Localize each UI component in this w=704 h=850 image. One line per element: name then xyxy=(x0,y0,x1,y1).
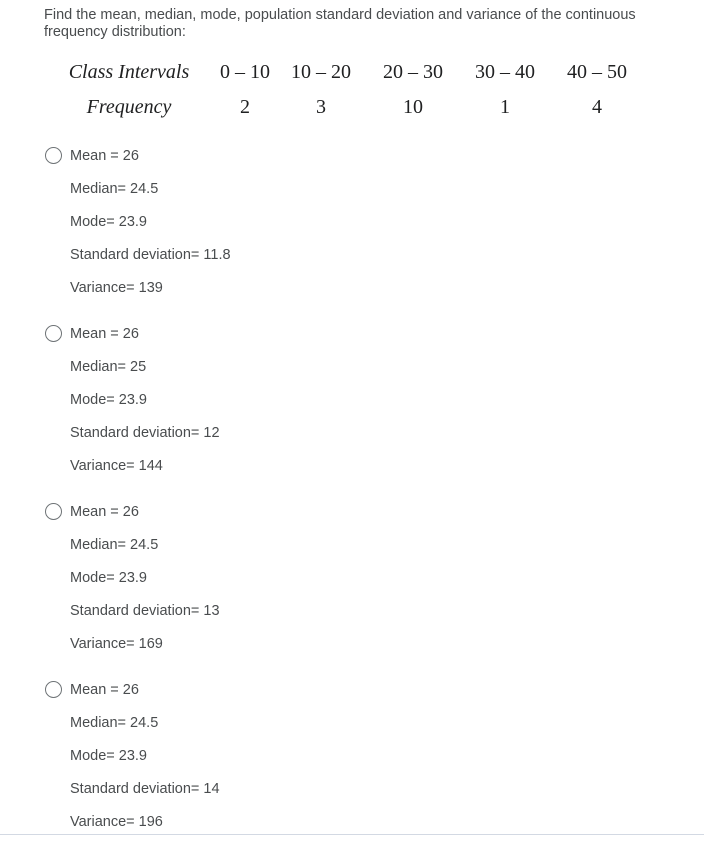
option-4-radio-button[interactable] xyxy=(45,681,62,698)
option-standard-deviation: Standard deviation= 14 xyxy=(70,781,220,797)
option-standard-deviation: Standard deviation= 12 xyxy=(70,425,220,441)
option-variance: Variance= 144 xyxy=(70,458,163,474)
frequency-distribution-table xyxy=(44,56,644,124)
question-text: Find the mean, median, mode, population standard deviation and variance of the continuous frequency distribution: xyxy=(44,7,636,40)
option-variance: Variance= 139 xyxy=(70,280,163,296)
bottom-divider xyxy=(0,834,704,835)
frequency-cell: 3 xyxy=(316,96,326,118)
option-variance: Variance= 169 xyxy=(70,636,163,652)
option-median: Median= 25 xyxy=(70,359,147,375)
option-mode: Mode= 23.9 xyxy=(70,748,147,764)
option-2-radio-button[interactable] xyxy=(45,325,62,342)
interval-cell: 40 – 50 xyxy=(567,61,627,83)
interval-cell: 10 – 20 xyxy=(291,61,351,83)
option-1-radio-button[interactable] xyxy=(45,147,62,164)
frequency-cell: 10 xyxy=(403,96,423,118)
answer-option-4[interactable] xyxy=(44,680,444,850)
option-mode: Mode= 23.9 xyxy=(70,570,147,586)
option-3-radio-button[interactable] xyxy=(45,503,62,520)
option-standard-deviation: Standard deviation= 13 xyxy=(70,603,220,619)
option-standard-deviation: Standard deviation= 11.8 xyxy=(70,247,231,263)
option-median: Median= 24.5 xyxy=(70,715,159,731)
option-mean: Mean = 26 xyxy=(70,326,139,342)
option-median: Median= 24.5 xyxy=(70,537,159,553)
class-intervals-label: Class Intervals xyxy=(68,61,190,83)
frequency-cell: 2 xyxy=(240,96,250,118)
option-mean: Mean = 26 xyxy=(70,504,139,520)
class-intervals-row xyxy=(44,56,644,89)
frequency-cell: 1 xyxy=(500,96,510,118)
answer-option-2[interactable] xyxy=(44,324,444,494)
option-median: Median= 24.5 xyxy=(70,181,159,197)
interval-cell: 30 – 40 xyxy=(475,61,535,83)
interval-cell: 0 – 10 xyxy=(220,61,270,83)
option-mean: Mean = 26 xyxy=(70,148,139,164)
answer-option-3[interactable] xyxy=(44,502,444,672)
frequency-label: Frequency xyxy=(86,96,172,118)
option-mode: Mode= 23.9 xyxy=(70,392,147,408)
answer-option-1[interactable] xyxy=(44,146,444,316)
frequency-row xyxy=(44,89,644,124)
interval-cell: 20 – 30 xyxy=(383,61,443,83)
option-mean: Mean = 26 xyxy=(70,682,139,698)
option-mode: Mode= 23.9 xyxy=(70,214,147,230)
frequency-cell: 4 xyxy=(592,96,602,118)
option-variance: Variance= 196 xyxy=(70,814,163,830)
